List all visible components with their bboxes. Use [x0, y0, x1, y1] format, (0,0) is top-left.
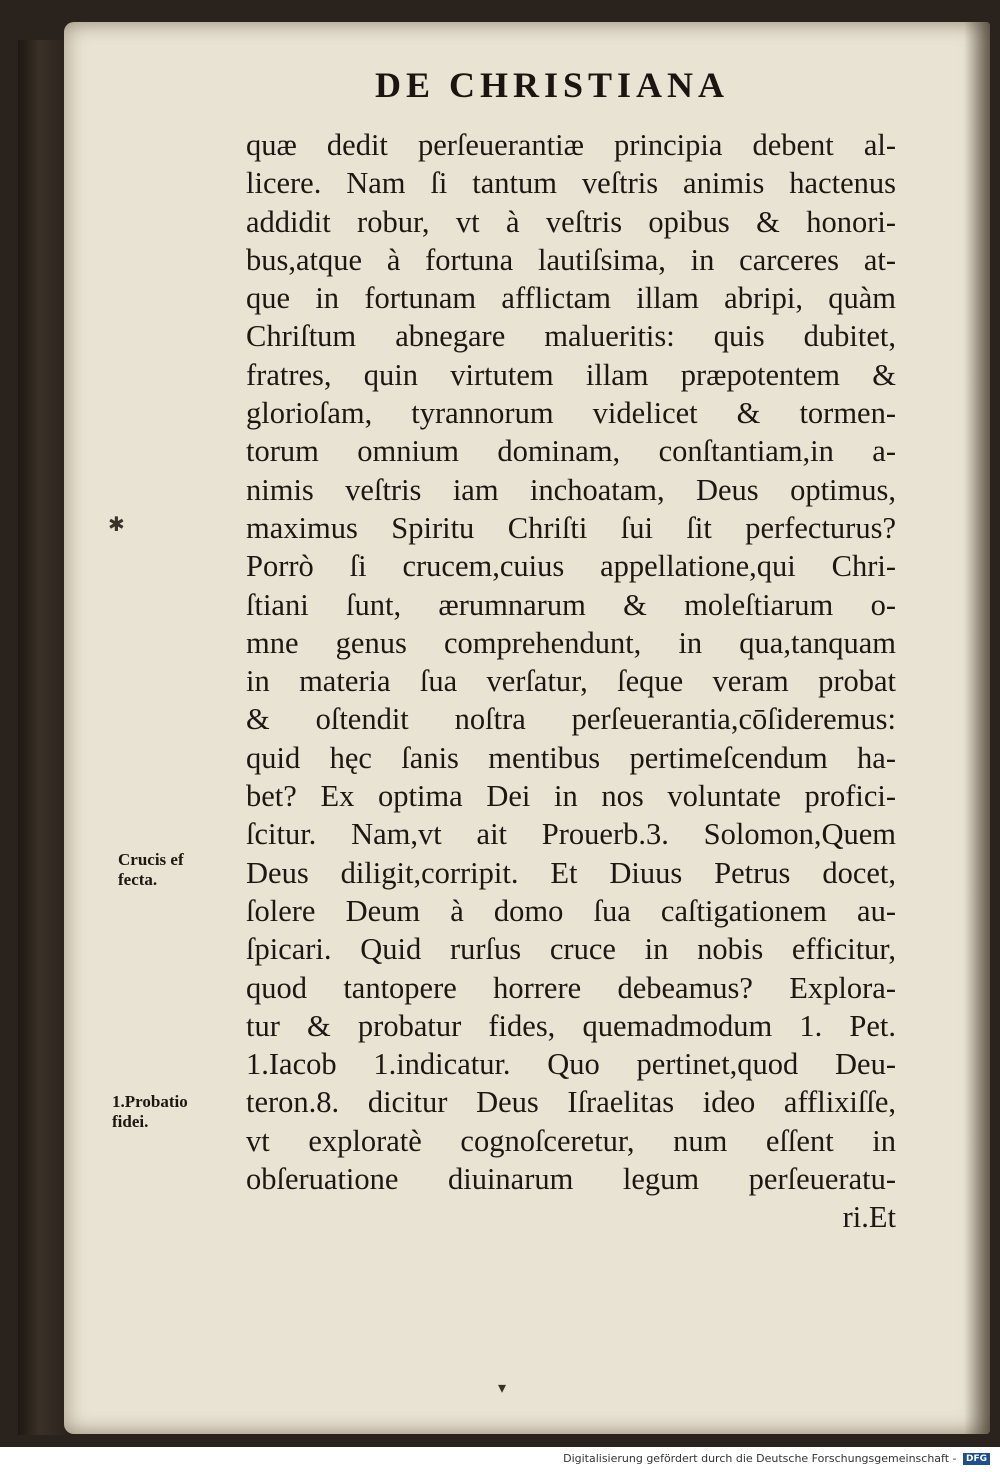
page-edge-shadow	[964, 22, 990, 1434]
signature-mark: ▾	[498, 1378, 507, 1397]
text-line: quod tantopere horrere debeamus? Explora-	[246, 970, 896, 1005]
text-line: ſcitur. Nam,vt ait Prouerb.3. Solomon,Quem	[246, 817, 896, 852]
margin-note-line: fidei.	[112, 1112, 149, 1131]
text-line: obſeruatione diuinarum legum perſeueratu-	[246, 1162, 896, 1197]
text-line: ſtiani ſunt, ærumnarum & moleſtiarum o-	[246, 587, 896, 622]
text-line: fratres, quin virtutem illam præpotentem &	[246, 357, 896, 392]
ink-blot-mark: ✱	[108, 512, 125, 536]
catchword-line: ri.Et	[842, 1200, 896, 1235]
text-line: que in fortunam afflictam illam abripi, quàm	[246, 281, 896, 316]
text-line: torum omnium dominam, conſtantiam,in a-	[246, 434, 896, 469]
text-line: 1.Iacob 1.indicatur. Quo pertinet,quod Deu-	[246, 1047, 896, 1082]
footer-credit	[0, 1452, 1000, 1472]
text-line: vt exploratè cognoſceretur, num eſſent in	[246, 1123, 896, 1158]
footer-text: Digitalisierung gefördert durch die Deutsche Forschungsgemeinschaft -	[563, 1452, 957, 1465]
text-line: & oſtendit noſtra perſeuerantia,cōſideremus:	[246, 702, 896, 737]
text-line: ſolere Deum à domo ſua caſtigationem au-	[246, 893, 896, 928]
running-head: DE CHRISTIANA	[375, 65, 730, 105]
body-text	[246, 126, 896, 1237]
text-line: in materia ſua verſatur, ſeque veram probat	[246, 664, 896, 699]
text-line: nimis veſtris iam inchoatam, Deus optimus,	[246, 472, 896, 507]
text-line: Deus diligit,corripit. Et Diuus Petrus docet,	[246, 855, 896, 890]
margin-note-probatio-fidei	[112, 1092, 188, 1132]
margin-note-line: Crucis ef	[118, 850, 184, 869]
text-line: tur & probatur fides, quemadmodum 1. Pet.	[246, 1008, 896, 1043]
text-line: ſpicari. Quid rurſus cruce in nobis efficitur,	[246, 932, 896, 967]
text-line: Chriſtum abnegare malueritis: quis dubitet,	[246, 319, 896, 354]
text-line: bus,atque à fortuna lautiſsima, in carceres at-	[246, 242, 896, 277]
text-line: quid hęc ſanis mentibus pertimeſcendum ha-	[246, 740, 896, 775]
text-line: quæ dedit perſeuerantiæ principia debent al-	[246, 128, 896, 162]
text-line: bet? Ex optima Dei in nos voluntate profici-	[246, 779, 896, 814]
text-line: licere. Nam ſi tantum veſtris animis hactenus	[246, 166, 896, 201]
margin-note-line: 1.Probatio	[112, 1092, 188, 1111]
text-line: maximus Spiritu Chriſti ſui ſit perfecturus?	[246, 510, 896, 545]
margin-note-line: fecta.	[118, 870, 158, 889]
text-line: Porrò ſi crucem,cuius appellatione,qui Chri-	[246, 549, 896, 584]
dfg-logo: DFG	[963, 1453, 990, 1465]
book-spine	[18, 40, 66, 1435]
text-line: glorioſam, tyrannorum videlicet & tormen-	[246, 396, 896, 431]
text-line: addidit robur, vt à veſtris opibus & honori-	[246, 204, 896, 239]
text-line: mne genus comprehendunt, in qua,tanquam	[246, 625, 896, 660]
margin-note-crucis-effecta	[118, 850, 184, 890]
text-line: teron.8. dicitur Deus Iſraelitas ideo afflixiſſe,	[246, 1085, 896, 1120]
